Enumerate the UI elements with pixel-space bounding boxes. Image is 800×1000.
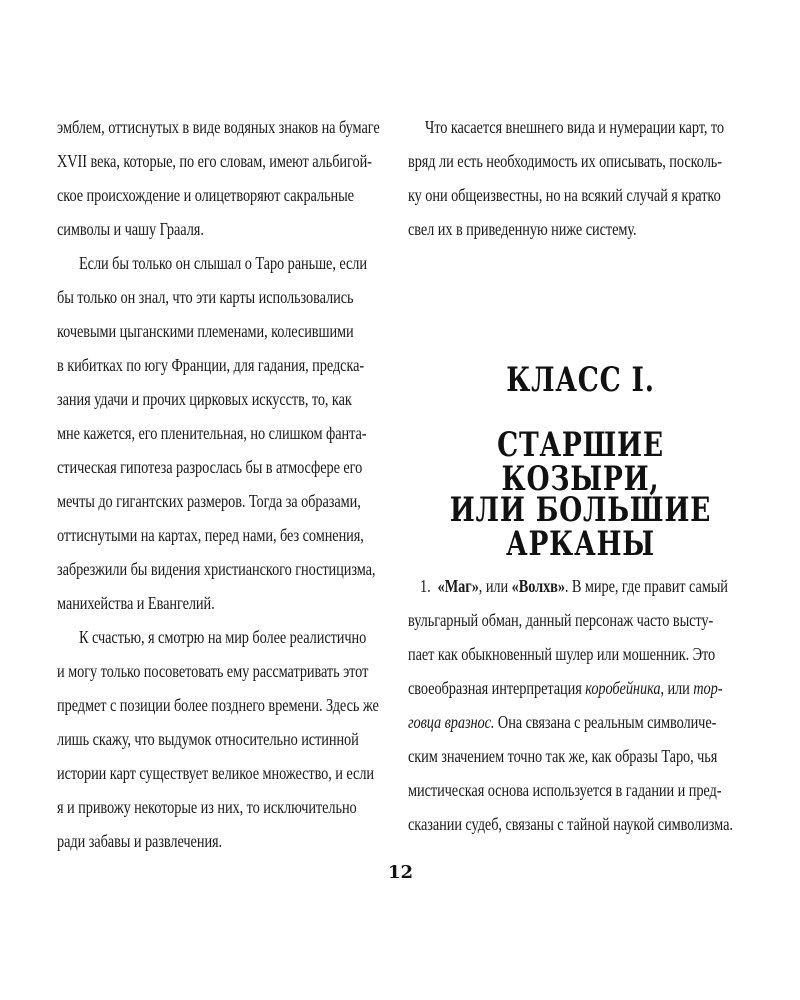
text-fragment: , или — [660, 678, 694, 698]
italic-term: говца вразнос. — [408, 712, 495, 732]
section-heading-line-3: ИЛИ БОЛЬШИЕ АРКАНЫ — [449, 490, 712, 564]
text-line: мечты до гигантских размеров. Тогда за образами, — [57, 491, 361, 511]
text-line: вряд ли есть необходимость их описывать, посколь- — [408, 151, 722, 171]
text-line: эмблем, оттиснутых в виде водяных знаков на бумаге — [57, 117, 380, 137]
text-line: зания удачи и прочих цирковых искусств, то, как — [57, 389, 352, 409]
text-line: кочевыми цыганскими племенами, колесившими — [57, 321, 354, 341]
text-line: оттиснутыми на картах, перед нами, без сомнения, — [57, 525, 364, 545]
text-line: истории карт существует великое множество, и если — [57, 763, 375, 783]
text-line: свел их в приведенную ниже систему. — [408, 219, 637, 239]
page-number: 12 — [388, 862, 414, 883]
text-fragment: Она связана с реальным символиче- — [494, 712, 717, 732]
text-line: мне кажется, его пленительная, но слишком фанта- — [57, 423, 367, 443]
text-line: бы только он знал, что эти карты использовались — [57, 287, 354, 307]
item-1-line-1 — [420, 578, 728, 596]
text-line: символы и чашу Грааля. — [57, 219, 204, 239]
text-line: ради забавы и развлечения. — [57, 831, 223, 851]
text-line: Если бы только он слышал о Таро раньше, если — [79, 253, 367, 273]
or-text: , или — [478, 576, 512, 596]
item-number: 1. — [420, 576, 431, 596]
text-line: забрезжили бы видения христианского гностицизма, — [57, 559, 376, 579]
title-mag: «Маг» — [437, 576, 479, 596]
text-line: XVII века, которые, по его словам, имеют альбигой- — [57, 151, 372, 171]
text-line: в кибитках по югу Франции, для гадания, предска- — [57, 355, 365, 375]
text-fragment: . В мире, где правит самый — [564, 576, 728, 596]
text-line: Что касается внешнего вида и нумерации карт, то — [425, 117, 724, 137]
text-line: вульгарный обман, данный персонаж часто высту- — [408, 610, 714, 630]
text-line: ским значением точно так же, как образы Таро, чья — [408, 746, 718, 766]
title-volkhv: «Волхв» — [511, 576, 565, 596]
text-line: мистическая основа используется в гадании и пред- — [408, 780, 722, 800]
text-line: ское происхождение и олицетворяют сакральные — [57, 185, 354, 205]
item-1-line-4 — [408, 680, 722, 698]
text-line: я и привожу некоторые из них, то исключительно — [57, 797, 357, 817]
text-line: лишь скажу, что выдумок относительно истинной — [57, 729, 359, 749]
text-line: ку они общеизвестны, но на всякий случай я кратко — [408, 185, 721, 205]
italic-term: коробейника — [585, 678, 661, 698]
italic-term: тор- — [693, 678, 723, 698]
section-heading-line-1: КЛАСС I. — [506, 360, 655, 400]
text-line: сказании судеб, связаны с тайной наукой символизма. — [408, 814, 733, 834]
text-fragment: своеобразная интерпретация — [408, 678, 586, 698]
text-line: К счастью, я смотрю на мир более реалистично — [79, 627, 367, 647]
text-line: манихейства и Евангелий. — [57, 593, 215, 613]
text-line: и могу только посоветовать ему рассматривать этот — [57, 661, 369, 681]
item-1-line-5 — [408, 714, 716, 732]
text-line: пает как обыкновенный шулер или мошенник. Это — [408, 644, 716, 664]
text-line: предмет с позиции более позднего времени. Здесь же — [57, 695, 379, 715]
text-line: стическая гипотеза разрослась бы в атмосфере его — [57, 457, 363, 477]
section-heading-line-2: СТАРШИЕ КОЗЫРИ, — [497, 425, 664, 499]
